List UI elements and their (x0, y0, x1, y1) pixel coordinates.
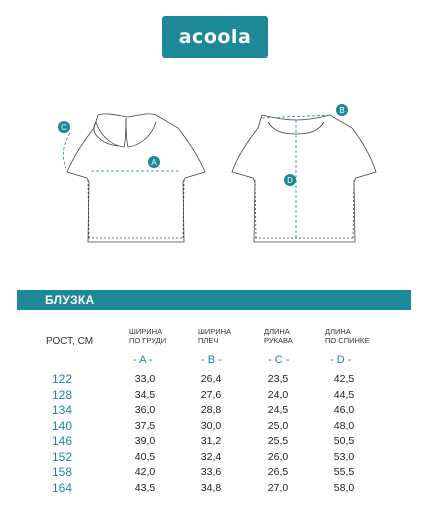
table-cell: 36,0 (134, 404, 156, 416)
marker-d-label-table: - D - (330, 354, 352, 366)
column-header-d: ДЛИНА ПО СПИНКЕ (325, 327, 370, 345)
table-cell: 30,0 (200, 419, 222, 432)
row-header: РОСТ, СМ (46, 336, 94, 347)
table-cell: 25,0 (267, 419, 289, 432)
table-cell: 55,5 (333, 466, 355, 478)
table-cell: 37,5 (134, 419, 156, 432)
table-cell: 33,0 (134, 373, 156, 385)
brand-logo: acoola (162, 16, 268, 58)
measure-b (262, 115, 332, 118)
marker-b-label: B (339, 106, 345, 115)
row-height: 146 (52, 434, 73, 448)
row-height: 152 (52, 449, 73, 464)
table-cell: 25,5 (267, 435, 289, 447)
table-cell: 39,0 (134, 435, 156, 447)
marker-a-label: A (151, 158, 157, 167)
row-height: 134 (52, 403, 73, 417)
table-cell: 42,5 (333, 373, 355, 385)
table-cell: 43,5 (134, 481, 156, 494)
row-height: 128 (52, 387, 73, 402)
table-cell: 34,5 (134, 388, 156, 401)
table-cell: 26,5 (267, 466, 289, 478)
row-height: 158 (52, 465, 73, 479)
table-cell: 50,5 (333, 435, 355, 447)
table-cell: 34,8 (200, 481, 222, 494)
marker-a-label-table: - A - (133, 354, 153, 366)
column-header-a: ШИРИНА ПО ГРУДИ (129, 327, 167, 345)
table-cell: 32,4 (200, 450, 222, 463)
table-cell: 42,0 (134, 466, 156, 478)
table-cell: 28,8 (200, 404, 222, 416)
table-cell: 31,2 (200, 435, 222, 447)
table-cell: 44,5 (333, 388, 355, 401)
table-cell: 58,0 (333, 481, 355, 494)
table-cell: 40,5 (134, 450, 156, 463)
section-title-band (17, 290, 411, 310)
marker-c-label-table: - C - (268, 354, 290, 366)
back-sketch (232, 115, 376, 242)
table-cell: 23,5 (267, 373, 289, 385)
table-cell: 24,0 (267, 388, 289, 401)
table-cell: 53,0 (333, 450, 355, 463)
measure-c (63, 133, 70, 168)
marker-c-label: C (61, 123, 67, 132)
table-cell: 27,0 (267, 481, 289, 494)
column-header-c: ДЛИНА РУКАВА (264, 327, 293, 345)
marker-d-label: D (287, 176, 293, 185)
table-cell: 27,6 (200, 388, 222, 401)
table-cell: 26,4 (200, 373, 222, 385)
row-height: 122 (52, 372, 73, 386)
front-sketch (67, 114, 205, 242)
row-height: 164 (52, 480, 73, 495)
table-cell: 26,0 (267, 450, 289, 463)
garment-sketches (0, 98, 428, 248)
table-cell: 33,6 (200, 466, 222, 478)
marker-b-label-table: - B - (201, 354, 222, 366)
column-header-b: ШИРИНА ПЛЕЧ (198, 327, 232, 345)
table-cell: 48,0 (333, 419, 355, 432)
table-cell: 46,0 (333, 404, 355, 416)
row-height: 140 (52, 418, 73, 433)
section-title: БЛУЗКА (45, 293, 95, 307)
table-cell: 24,5 (267, 404, 289, 416)
